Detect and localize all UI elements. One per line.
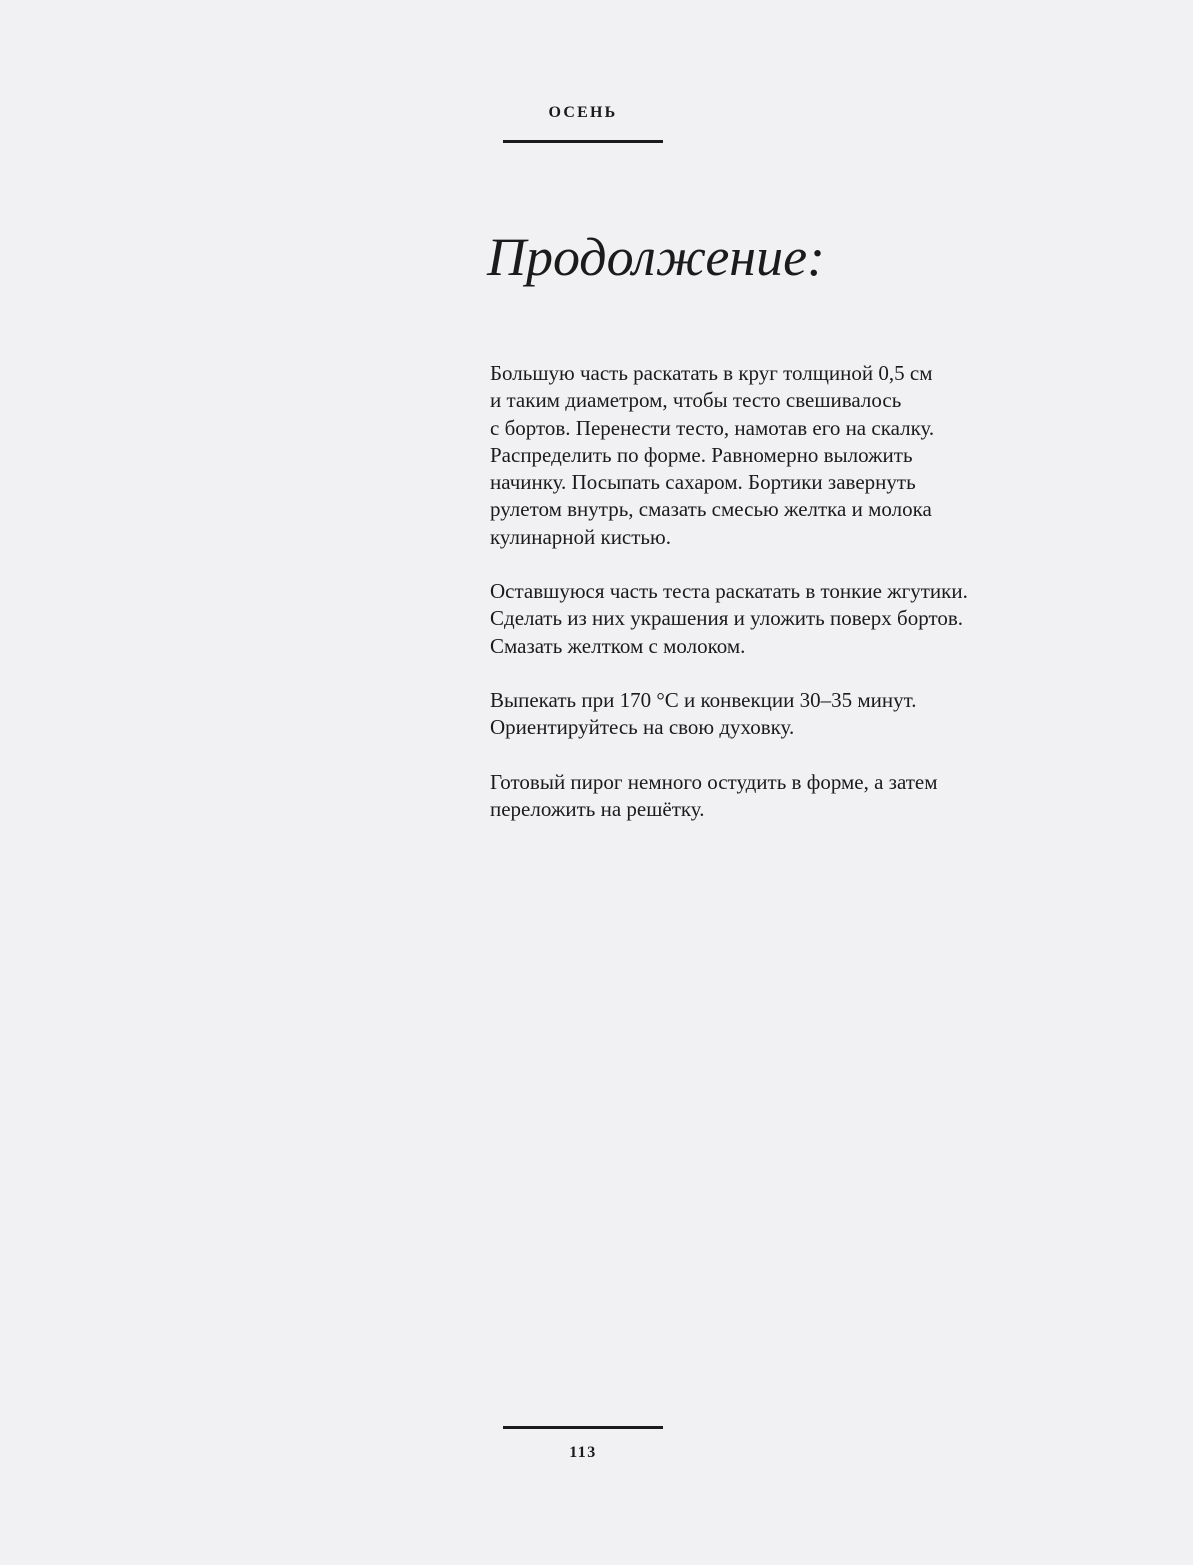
page-title: Продолжение: — [487, 227, 826, 287]
paragraph-rolling — [490, 360, 1050, 551]
text-line: Оставшуюся часть теста раскатать в тонкие жгутики. — [490, 579, 968, 604]
paragraph-cooling — [490, 769, 1050, 824]
paragraph-baking — [490, 687, 1050, 742]
text-line: Готовый пирог немного остудить в форме, а затем — [490, 769, 938, 794]
text-line: Сделать из них украшения и уложить поверх бортов. — [490, 606, 964, 631]
paragraph-decoration — [490, 578, 1050, 660]
text-line: рулетом внутрь, смазать смесью желтка и молока — [490, 497, 932, 522]
text-line: Большую часть раскатать в круг толщиной 0,5 см — [490, 361, 933, 385]
text-line: Смазать желтком с молоком. — [490, 633, 746, 658]
text-line: кулинарной кистью. — [490, 524, 671, 549]
page-number: 113 — [569, 1444, 597, 1461]
text-line: Ориентируйтесь на свою духовку. — [490, 715, 795, 740]
text-line: переложить на решётку. — [490, 796, 705, 821]
text-line: начинку. Посыпать сахаром. Бортики завернуть — [490, 470, 916, 495]
text-line: и таким диаметром, чтобы тесто свешивалось — [490, 388, 902, 413]
recipe-body — [490, 360, 1050, 850]
header-rule — [503, 140, 663, 143]
text-line: Распределить по форме. Равномерно выложить — [490, 442, 913, 467]
text-line: с бортов. Перенести тесто, намотав его на скалку. — [490, 415, 935, 440]
text-line: Выпекать при 170 °С и конвекции 30–35 минут. — [490, 687, 917, 712]
footer-rule — [503, 1426, 663, 1429]
section-label: ОСЕНЬ — [548, 104, 618, 121]
